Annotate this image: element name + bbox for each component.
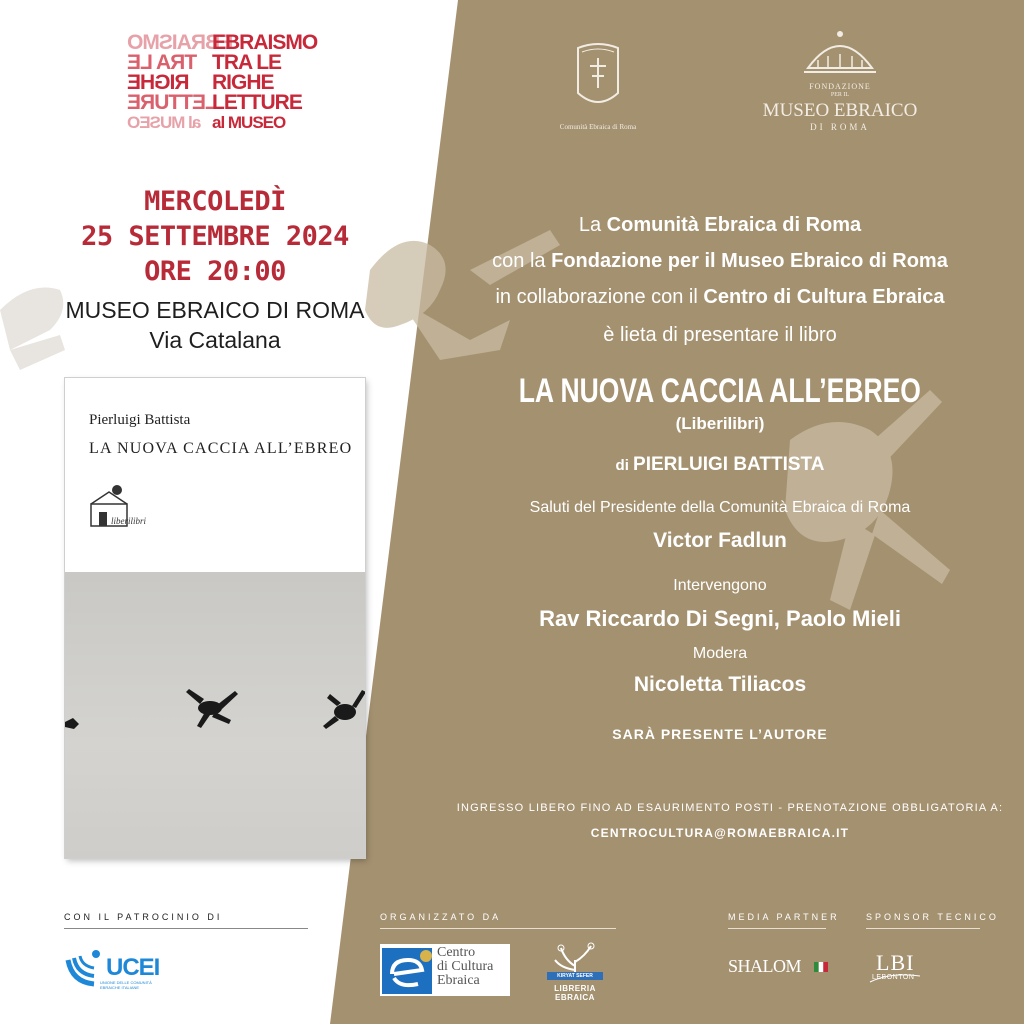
centro-cultura-e-icon xyxy=(382,948,432,994)
shalom-logo: SHALOM xyxy=(728,956,802,976)
speakers-label: Intervengono xyxy=(673,577,767,594)
presentation-author-prefix: di xyxy=(615,457,634,474)
media-partner-divider xyxy=(728,928,826,929)
intro-line-1-pre: La xyxy=(578,214,607,236)
presentation-publisher: (Liberilibri) xyxy=(675,414,765,433)
museo-per-il-label: PER IL xyxy=(830,92,850,98)
event-day: MERCOLEDÌ xyxy=(144,186,286,217)
sponsor-divider xyxy=(866,928,980,929)
book-cover xyxy=(65,378,365,858)
libreria-ebraica-name: LIBRERIA EBRAICA xyxy=(554,984,596,1002)
book-cover-author: Pierluigi Battista xyxy=(89,412,191,428)
patronage-divider xyxy=(64,928,308,929)
centro-name-3: Ebraica xyxy=(437,973,480,988)
comunita-ebraica-caption: Comunità Ebraica di Roma xyxy=(559,123,637,131)
ucei-subtitle: UNIONE DELLE COMUNITÀ EBRAICHE ITALIANE xyxy=(100,980,152,990)
booking-email-link[interactable]: CENTROCULTURA@ROMAEBRAICA.IT xyxy=(590,826,850,840)
ebraismo-tra-le-righe-logo xyxy=(128,28,318,132)
intro-line-2-pre: con la xyxy=(492,250,552,272)
centro-name-1: Centro xyxy=(437,945,476,960)
ucei-name: UCEI xyxy=(106,954,160,981)
falling-figures-illustration xyxy=(65,572,365,858)
booking-note: INGRESSO LIBERO FINO AD ESAURIMENTO POSTI - PRENOTAZIONE OBBLIGATORIA A: xyxy=(456,802,1004,814)
presentation-title: LA NUOVA CACCIA ALL’EBREO xyxy=(518,372,922,410)
sponsor-label: SPONSOR TECNICO xyxy=(866,912,999,922)
speakers-names: Rav Riccardo Di Segni, Paolo Mieli xyxy=(539,606,901,631)
book-cover-photo xyxy=(65,572,365,858)
museo-city: DI ROMA xyxy=(810,122,870,132)
libreria-ebraica-logo xyxy=(535,940,615,1002)
logo-word-3: RIGHE xyxy=(212,71,274,94)
lbi-swirl-icon xyxy=(866,946,924,986)
moderator-name: Nicoletta Tiliacos xyxy=(633,673,807,696)
organized-label: ORGANIZZATO DA xyxy=(380,912,502,922)
presentation-author-row xyxy=(440,454,1000,476)
presentation-author: PIERLUIGI BATTISTA xyxy=(633,454,825,475)
logo-word-4: LETTURE xyxy=(212,91,302,114)
logo-mirror-word-4: LETTURE xyxy=(128,91,218,114)
media-partner-label: MEDIA PARTNER xyxy=(728,912,840,922)
intro-line-4: è lieta di presentare il libro xyxy=(603,324,837,346)
museo-name: MUSEO EBRAICO xyxy=(762,100,918,121)
museo-fondazione-label: FONDAZIONE xyxy=(809,82,871,91)
comunita-ebraica-crest-icon xyxy=(568,38,628,118)
museo-dome-icon xyxy=(800,28,880,78)
logo-word-5: al MUSEO xyxy=(212,113,286,132)
patronage-label: CON IL PATROCINIO DI xyxy=(64,912,223,922)
intro-line-2-bold: Fondazione per il Museo Ebraico di Roma xyxy=(551,250,948,272)
logo-mirror-word-2: TRA LE xyxy=(128,51,198,74)
logo-word-2: TRA LE xyxy=(212,51,282,74)
president-name: Victor Fadlun xyxy=(653,529,787,552)
centro-name-2: di Cultura xyxy=(437,959,494,974)
author-present-note: SARÀ PRESENTE L’AUTORE xyxy=(612,726,828,742)
lbi-logo: LBI xyxy=(876,950,915,975)
organized-divider xyxy=(380,928,616,929)
event-date: 25 SETTEMBRE 2024 xyxy=(81,221,349,252)
intro-line-1-bold: Comunità Ebraica di Roma xyxy=(606,214,862,236)
greetings-label: Saluti del Presidente della Comunità Ebraica di Roma xyxy=(529,499,911,516)
lebonton-label: LEBONTON xyxy=(872,974,915,981)
logo-mirror-word-1: EBRAISMO xyxy=(128,31,234,54)
event-venue: MUSEO EBRAICO DI ROMA xyxy=(65,297,365,323)
logo-mirror-word-5: al MUSEO xyxy=(128,113,202,132)
book-cover-title: LA NUOVA CACCIA ALL’EBREO xyxy=(89,440,353,457)
kiryat-sefer-label: KIRYAT SEFER xyxy=(557,973,593,979)
intro-line-3-bold: Centro di Cultura Ebraica xyxy=(703,286,945,308)
event-address: Via Catalana xyxy=(149,327,281,353)
event-time: ORE 20:00 xyxy=(144,256,286,287)
presentation-title-row xyxy=(440,372,1000,411)
moderator-label: Modera xyxy=(692,645,748,662)
intro-line-2 xyxy=(440,250,1000,273)
centro-cultura-logo xyxy=(380,944,510,996)
intro-line-3-pre: in collaborazione con il xyxy=(495,286,704,308)
logo-mirror-word-3: RIGHE xyxy=(128,71,190,94)
italy-flag-icon xyxy=(814,962,828,972)
intro-line-3 xyxy=(440,286,1000,309)
logo-word-1: EBRAISMO xyxy=(212,31,318,54)
intro-line-1 xyxy=(440,214,1000,237)
book-cover-publisher: liberilibri xyxy=(111,516,147,526)
